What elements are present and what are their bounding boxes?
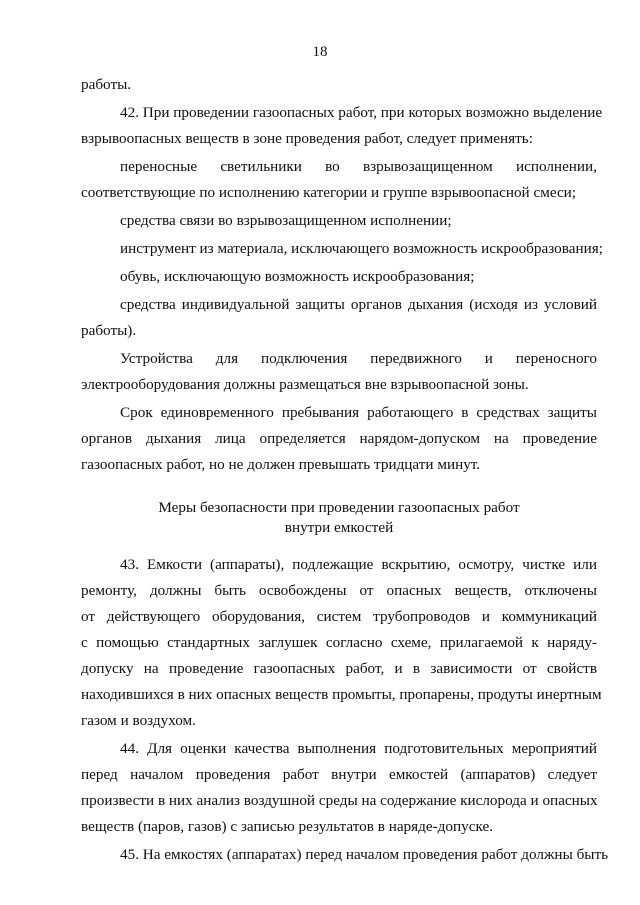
text-line: Устройства для подключения передвижного и переносного	[120, 350, 597, 367]
paragraph	[81, 400, 597, 478]
text-line: работы).	[81, 322, 137, 339]
paragraph	[81, 72, 597, 98]
text-line: Срок единовременного пребывания работающего в средствах защиты	[120, 404, 597, 421]
text-line: находившихся в них опасных веществ промыты, пропарены, продуты инертным	[81, 686, 602, 703]
text-line: инструмент из материала, исключающего возможность искрообразования;	[120, 240, 603, 257]
text-line: 44. Для оценки качества выполнения подготовительных мероприятий	[120, 740, 597, 757]
text-line: электрооборудования должны размещаться вне взрывоопасной зоны.	[81, 376, 529, 393]
text-line: газом и воздухом.	[81, 712, 196, 729]
list-item	[81, 154, 597, 206]
text-line: средства индивидуальной защиты органов дыхания (исходя из условий	[120, 296, 597, 313]
text-line: органов дыхания лица определяется нарядом-допуском на проведение	[81, 430, 597, 447]
list-item	[81, 292, 597, 344]
text-line: переносные светильники во взрывозащищенном исполнении,	[120, 158, 597, 175]
text-line: работы.	[81, 76, 132, 93]
text-line: взрывоопасных веществ в зоне проведения работ, следует применять:	[81, 130, 533, 147]
list-item	[81, 236, 603, 262]
text-line: перед началом проведения работ внутри емкостей (аппаратов) следует	[81, 766, 597, 783]
text-line: от действующего оборудования, систем трубопроводов и коммуникаций	[81, 608, 597, 625]
section-heading-line: Меры безопасности при проведении газоопасных работ	[158, 499, 520, 516]
list-item	[81, 208, 597, 234]
page-number: 18	[312, 44, 328, 60]
paragraph	[81, 346, 597, 398]
paragraph-42	[81, 100, 603, 152]
list-item	[81, 264, 597, 290]
paragraph-45	[81, 842, 609, 868]
paragraph-43	[81, 552, 602, 734]
text-line: средства связи во взрывозащищенном исполнении;	[120, 212, 452, 229]
text-line: 43. Емкости (аппараты), подлежащие вскрытию, осмотру, чистке или	[120, 556, 597, 573]
text-line: ремонту, должны быть освобождены от опасных веществ, отключены	[81, 582, 597, 599]
text-line: с помощью стандартных заглушек согласно схеме, прилагаемой к наряду-	[81, 634, 597, 651]
document-body	[81, 72, 609, 870]
text-line: соответствующие по исполнению категории и группе взрывоопасной смеси;	[81, 184, 577, 201]
text-line: обувь, исключающую возможность искрообразования;	[120, 268, 475, 285]
section-heading	[81, 498, 597, 538]
section-heading-line: внутри емкостей	[284, 519, 394, 536]
text-line: произвести в них анализ воздушной среды на содержание кислорода и опасных	[81, 792, 598, 809]
paragraph-44	[81, 736, 597, 840]
text-line: веществ (паров, газов) с записью результатов в наряде-допуске.	[81, 818, 493, 835]
text-line: допуску на проведение газоопасных работ, и в зависимости от свойств	[81, 660, 597, 677]
text-line: 42. При проведении газоопасных работ, при которых возможно выделение	[120, 104, 603, 121]
text-line: газоопасных работ, но не должен превышать тридцати минут.	[81, 456, 481, 473]
text-line: 45. На емкостях (аппаратах) перед началом проведения работ должны быть	[120, 846, 609, 863]
